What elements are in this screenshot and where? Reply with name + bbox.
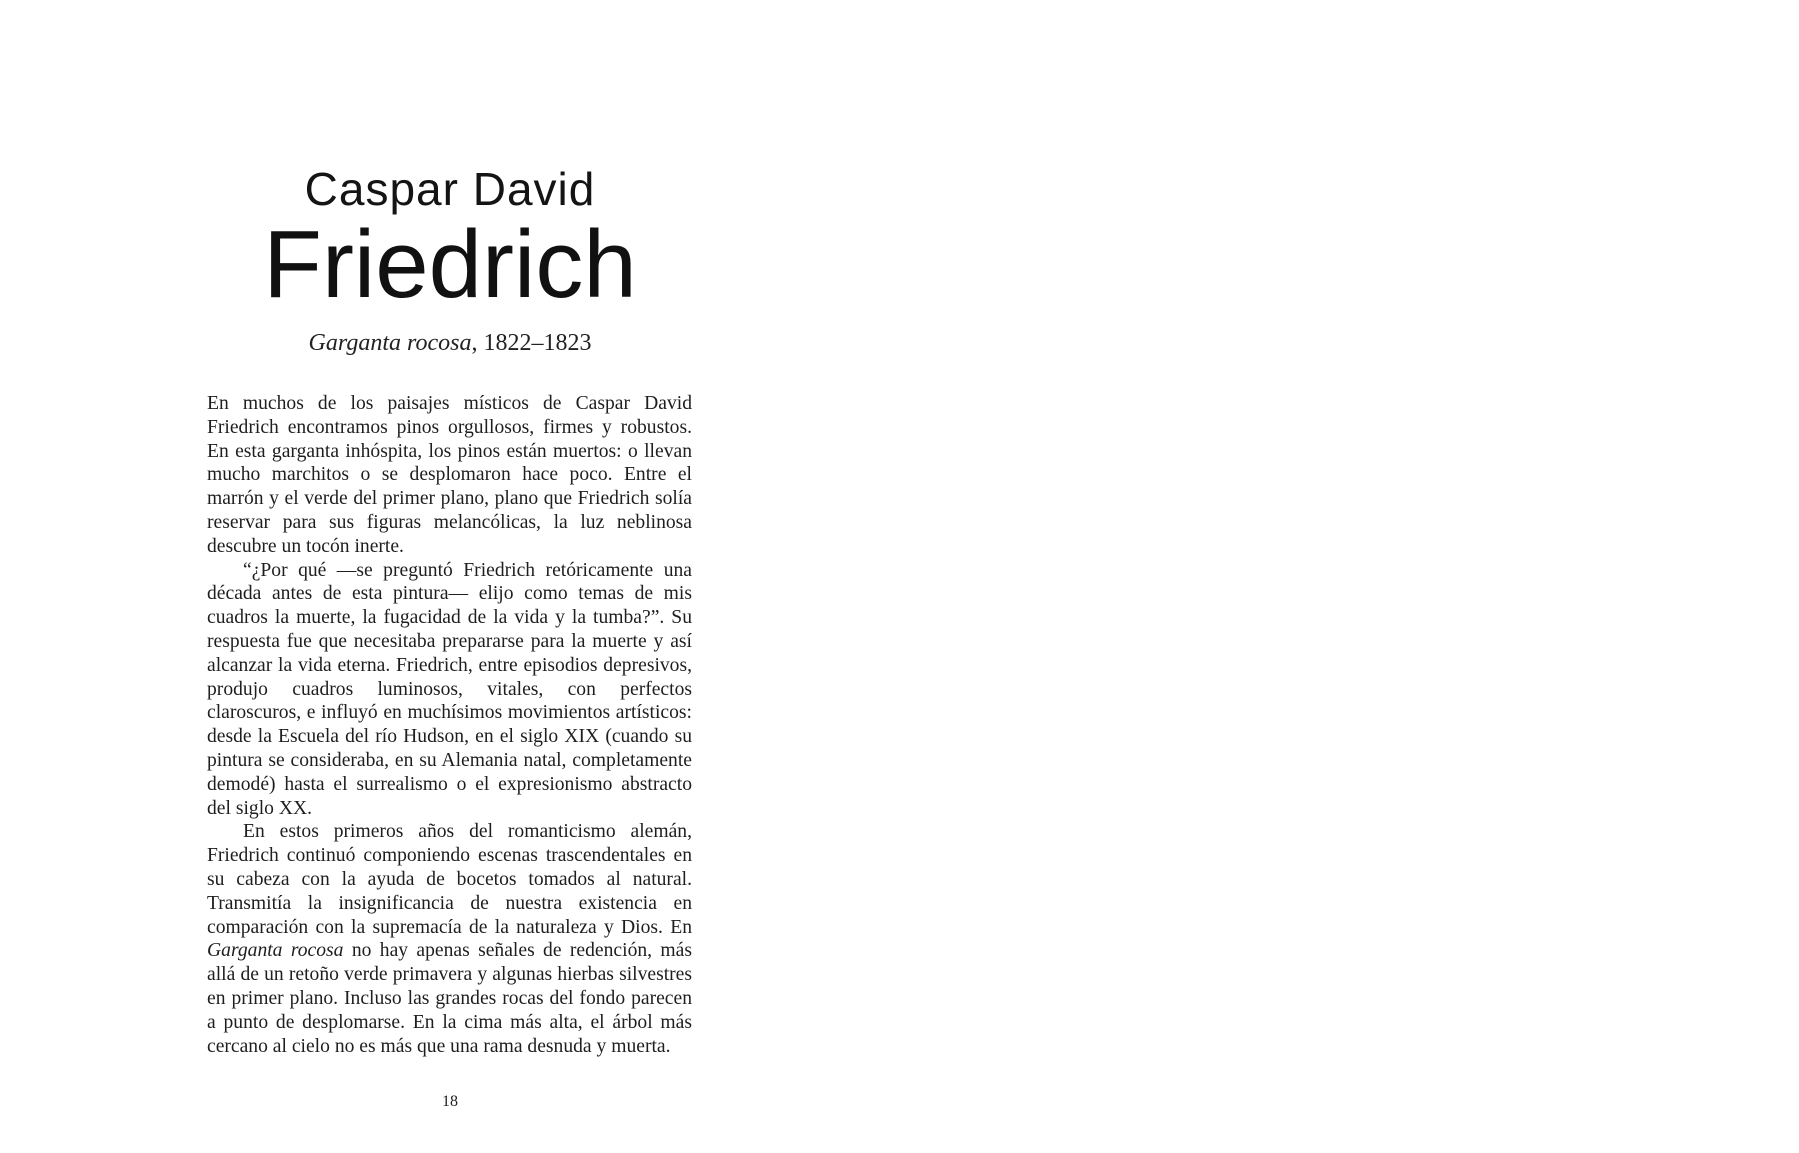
paragraph-2 xyxy=(207,559,692,821)
page-number: 18 xyxy=(442,1093,458,1110)
paragraph-text: no hay apenas señales de redención, más allá de un retoño verde primavera y algunas hierbas silvestres en primer plano. Incluso las grandes rocas del fondo parecen a punto de desplomarse. En la cima más alta, el árbol más cercano al cielo no es más que una rama desnuda y muerta. xyxy=(207,940,692,1057)
paragraph-text: En muchos de los paisajes místicos de Caspar David Friedrich encontramos pinos orgullosos, firmes y robustos. En esta garganta inhóspita, los pinos están muertos: o llevan mucho marchitos o se desplomaron hace poco. Entre el marrón y el verde del primer plano, plano que Friedrich solía reservar para sus figuras melancólicas, la luz neblinosa descubre un tocón inerte. xyxy=(207,393,692,557)
title-surname: Friedrich xyxy=(263,211,637,318)
book-page-right-blank xyxy=(900,0,1799,1153)
artwork-years: 1822–1823 xyxy=(483,330,592,356)
artwork-title-inline: Garganta rocosa xyxy=(207,940,344,962)
paragraph-text: “¿Por qué —se preguntó Friedrich retóricamente una década antes de esta pintura— elijo como temas de mis cuadros la muerte, la fugacidad de la vida y la tumba?”. Su respuesta fue que necesitaba prepararse para la muerte y así alcanzar la vida eterna. Friedrich, entre episodios depresivos, produjo cuadros luminosos, vitales, con perfectos claroscuros, e influyó en muchísimos movimientos artísticos: desde la Escuela del río Hudson, en el siglo XIX (cuando su pintura se consideraba, en su Alemania natal, completamente demodé) hasta el surrealismo o el expresionismo abstracto del siglo XX. xyxy=(207,559,692,819)
paragraph-3 xyxy=(207,820,692,1058)
caption-separator: , xyxy=(471,330,484,356)
artwork-title: Garganta rocosa xyxy=(308,330,472,356)
paragraph-text: En estos primeros años del romanticismo alemán, Friedrich continuó componiendo escenas trascendentales en su cabeza con la ayuda de bocetos tomados al natural. Transmitía la insignificancia de nuestra existencia en comparación con la supremacía de la naturaleza y Dios. En xyxy=(207,821,692,938)
paragraph-1 xyxy=(207,392,692,559)
title-first-names: Caspar David xyxy=(304,163,596,215)
body-text xyxy=(207,392,692,1058)
artwork-caption xyxy=(150,326,750,360)
